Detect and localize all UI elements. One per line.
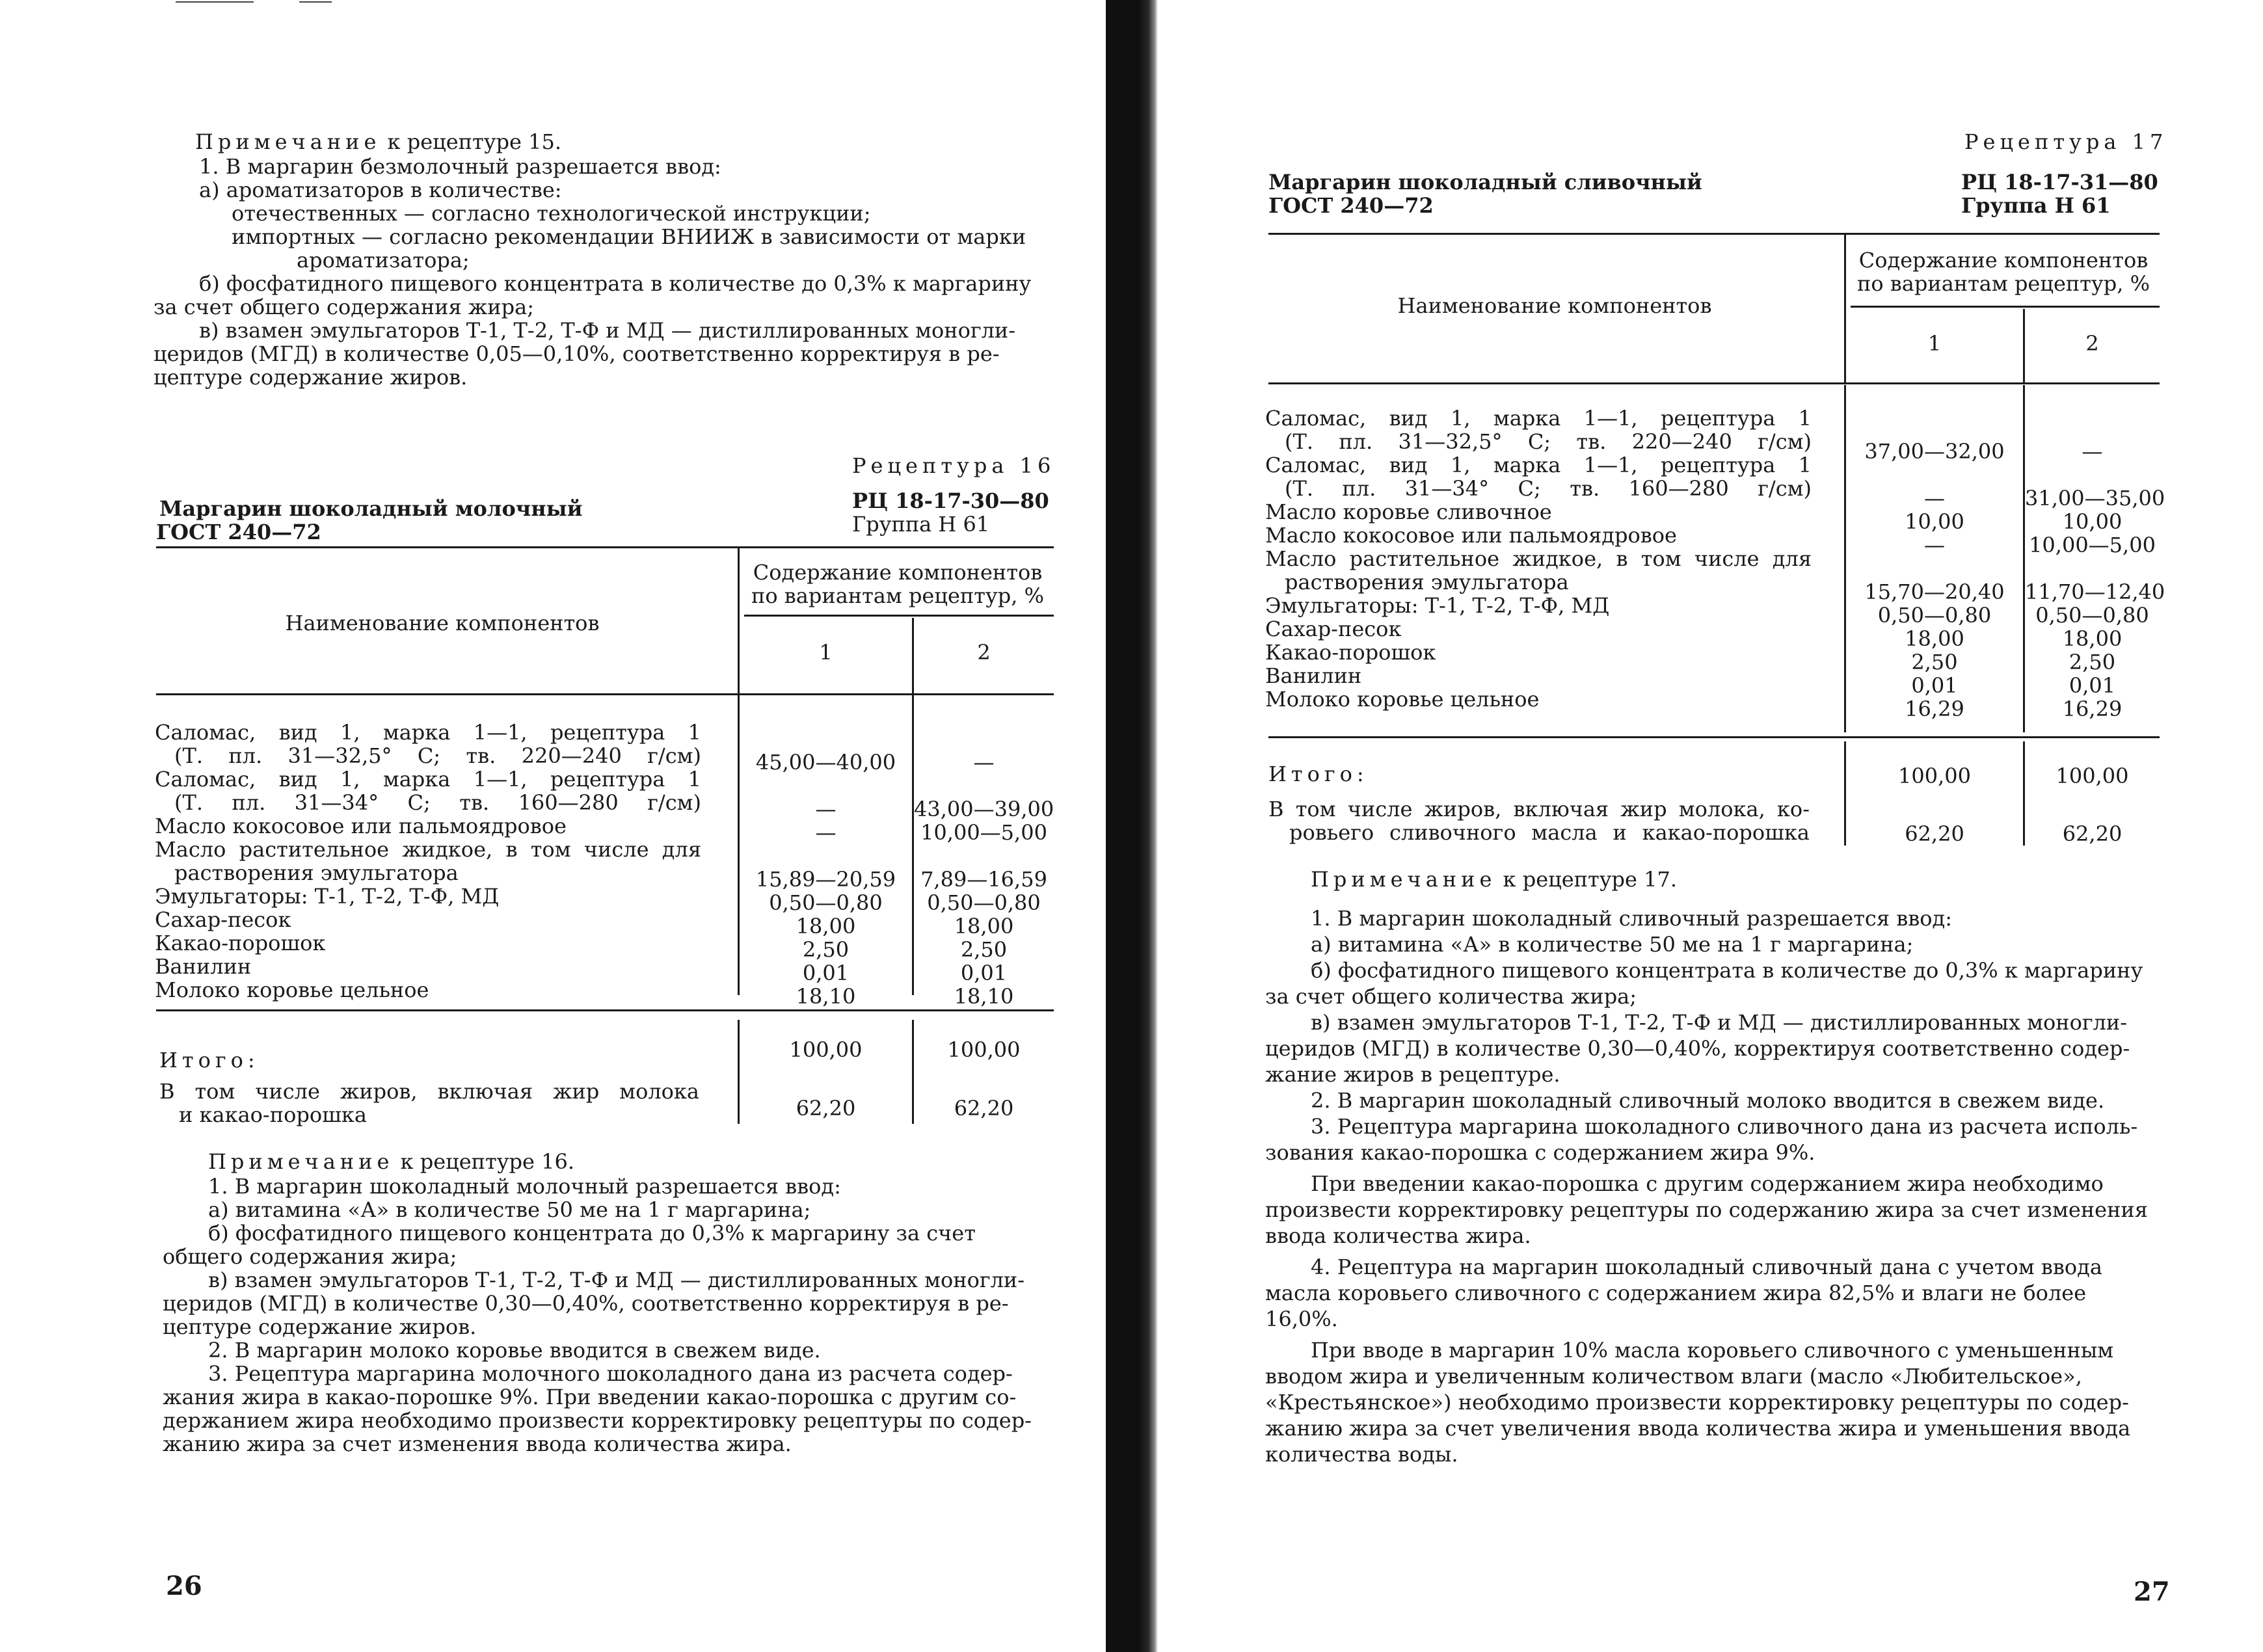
- value-cell: 43,00—39,00: [914, 797, 1054, 821]
- table-rule: [1268, 736, 2160, 738]
- note16-line: церидов (МГД) в количестве 0,30—0,40%, соответственно корректируя в ре-: [163, 1291, 1009, 1316]
- value-cell: 45,00—40,00: [755, 750, 896, 775]
- note16-line: а) витамина «А» в количестве 50 ме на 1 г маргарина;: [208, 1197, 811, 1222]
- component-name: Саломас, вид 1, марка 1—1, рецептура 1: [1265, 453, 1812, 477]
- note17-line: произвести корректировку рецептуры по содержанию жира за счет изменения: [1265, 1197, 2148, 1222]
- note17-line: в) взамен эмульгаторов Т-1, Т-2, Т-Ф и МД — дистиллированных моногли-: [1311, 1010, 2128, 1035]
- note15-line: ароматизатора;: [297, 248, 470, 273]
- value-cell: 18,00: [1905, 626, 1964, 651]
- table17-names: [1265, 406, 1812, 711]
- table-rule: [744, 615, 1054, 617]
- total-v1: 100,00: [1898, 764, 1971, 788]
- value-cell: [740, 844, 912, 868]
- component-name: Саломас, вид 1, марка 1—1, рецептура 1: [155, 767, 701, 792]
- note17-line: за счет общего количества жира;: [1265, 984, 1637, 1009]
- note16-body: [163, 1175, 1060, 1456]
- note16-line: в) взамен эмульгаторов Т-1, Т-2, Т-Ф и МД — дистиллированных моногли-: [208, 1268, 1025, 1292]
- total-v1: 100,00: [789, 1037, 863, 1062]
- value-cell: [740, 727, 912, 751]
- note15-line: в) взамен эмульгаторов Т-1, Т-2, Т-Ф и МД — дистиллированных моногли-: [199, 318, 1016, 343]
- component-name: Молоко коровье цельное: [155, 978, 429, 1002]
- value-cell: —: [1924, 533, 1945, 557]
- note17-line: церидов (МГД) в количестве 0,30—0,40%, корректируя соответственно содер-: [1265, 1036, 2130, 1061]
- variant-2-header: 2: [977, 640, 991, 665]
- table17-variant2-values: [2025, 416, 2165, 721]
- note15-line: 1. В маргарин безмолочный разрешается ввод:: [199, 154, 721, 179]
- note16-title: Примечание к рецептуре 16.: [208, 1149, 574, 1174]
- value-cell: —: [973, 750, 995, 775]
- fat-v2: 62,20: [2062, 821, 2122, 846]
- component-name: Сахар-песок: [1265, 617, 1402, 641]
- table17-variant1-values: [1846, 416, 2023, 721]
- fat-label: ровьего сливочного масла и какао-порошка: [1289, 820, 1810, 845]
- component-name: Ванилин: [1265, 663, 1362, 688]
- value-cell: [2025, 557, 2160, 580]
- note17-line: 2. В маргарин шоколадный сливочный молоко вводится в свежем виде.: [1311, 1088, 2105, 1113]
- value-cell: 10,00: [2062, 509, 2122, 534]
- variant-1-header: 1: [819, 640, 833, 665]
- value-cell: 2,50: [1911, 650, 1958, 674]
- total-v2: 100,00: [947, 1037, 1021, 1062]
- value-cell: 18,00: [2062, 626, 2122, 651]
- value-cell: 37,00—32,00: [1864, 439, 2005, 464]
- component-name: Масло кокосовое или пальмоядровое: [155, 814, 567, 838]
- value-cell: 0,01: [1911, 673, 1958, 698]
- note17-line: жание жиров в рецептуре.: [1265, 1062, 1560, 1087]
- note16-line: 2. В маргарин молоко коровье вводится в свежем виде.: [208, 1338, 821, 1363]
- page-number: 27: [2134, 1577, 2170, 1607]
- note17-line: 1. В маргарин шоколадный сливочный разрешается ввод:: [1311, 906, 1952, 931]
- table-rule: [1268, 233, 2160, 235]
- total-label: Итого:: [1268, 762, 1369, 786]
- component-name: (Т. пл. 31—34° С; тв. 160—280 г/см): [1285, 476, 1812, 501]
- note16-line: держанием жира необходимо произвести корректировку рецептуры по содер-: [163, 1408, 1032, 1433]
- component-name: Саломас, вид 1, марка 1—1, рецептура 1: [1265, 406, 1812, 431]
- col-header-content: Содержание компонентов: [753, 560, 1043, 585]
- total-label: Итого:: [159, 1048, 260, 1072]
- note17-line: 16,0%.: [1265, 1307, 1338, 1331]
- variant-1-header: 1: [1927, 331, 1942, 356]
- value-cell: 2,50: [960, 937, 1008, 962]
- component-name: Какао-порошок: [1265, 640, 1436, 665]
- recipe16-gost: ГОСТ 240—72: [156, 520, 321, 544]
- col-header-name: Наименование компонентов: [1397, 293, 1712, 318]
- note16-line: общего содержания жира;: [163, 1244, 457, 1269]
- note17-line: ввода количества жира.: [1265, 1223, 1531, 1248]
- recipe17-group: Группа Н 61: [1961, 193, 2111, 218]
- note15-line: цептуре содержание жиров.: [154, 365, 468, 390]
- note17-line: 3. Рецептура маргарина шоколадного сливочного дана из расчета исполь-: [1311, 1114, 2138, 1139]
- value-cell: —: [815, 820, 837, 845]
- note17-body: [1265, 905, 2163, 1467]
- value-cell: 0,01: [960, 961, 1008, 985]
- note16-line: 1. В маргарин шоколадный молочный разрешается ввод:: [208, 1174, 841, 1199]
- component-name: (Т. пл. 31—32,5° С; тв. 220—240 г/см): [1285, 429, 1812, 454]
- value-cell: —: [815, 797, 837, 821]
- page-number: 26: [166, 1571, 202, 1601]
- component-name: (Т. пл. 31—34° С; тв. 160—280 г/см): [174, 790, 701, 815]
- scan-mark: [299, 1, 332, 3]
- note16-line: жанию жира за счет изменения ввода количества жира.: [163, 1432, 792, 1456]
- note16-line: 3. Рецептура маргарина молочного шоколадного дана из расчета содер-: [208, 1361, 1013, 1386]
- recipe16-product: Маргарин шоколадный молочный: [159, 496, 583, 521]
- value-cell: —: [2082, 439, 2103, 464]
- note15-line: импортных — согласно рекомендации ВНИИЖ в зависимости от марки: [232, 224, 1026, 249]
- component-name: Масло растительное жидкое, в том числе для: [155, 837, 701, 862]
- value-cell: [914, 774, 1054, 797]
- value-cell: 31,00—35,00: [2025, 486, 2165, 511]
- value-cell: 11,70—12,40: [2025, 580, 2165, 604]
- value-cell: [1846, 416, 2023, 440]
- note15-title: Примечание к рецептуре 15.: [195, 129, 561, 154]
- col-header-name: Наименование компонентов: [285, 611, 600, 635]
- value-cell: 10,00: [1905, 509, 1964, 534]
- component-name: Масло кокосовое или пальмоядровое: [1265, 523, 1677, 548]
- note17-line: 4. Рецептура на маргарин шоколадный сливочный дана с учетом ввода: [1311, 1255, 2102, 1279]
- component-name: Масло коровье сливочное: [1265, 500, 1552, 524]
- note17-line: б) фосфатидного пищевого концентрата в количестве до 0,3% к маргарину: [1311, 958, 2143, 983]
- table-rule: [1268, 382, 2160, 384]
- col-header-content: по вариантам рецептур, %: [751, 583, 1044, 608]
- note17-line: При введении какао-порошка с другим содержанием жира необходимо: [1311, 1171, 2104, 1196]
- recipe17-gost: ГОСТ 240—72: [1268, 193, 1434, 218]
- scan-mark: [176, 1, 254, 3]
- value-cell: 15,70—20,40: [1864, 580, 2005, 604]
- value-cell: 10,00—5,00: [920, 820, 1047, 845]
- value-cell: [2025, 416, 2160, 440]
- value-cell: 0,50—0,80: [1877, 603, 1992, 628]
- value-cell: —: [1924, 486, 1945, 511]
- value-cell: [1846, 557, 2023, 580]
- value-cell: 0,50—0,80: [927, 890, 1041, 915]
- value-cell: 7,89—16,59: [920, 867, 1047, 892]
- note17-line: количества воды.: [1265, 1442, 1458, 1467]
- component-name: растворения эмульгатора: [174, 860, 459, 885]
- value-cell: 10,00—5,00: [2029, 533, 2156, 557]
- table16-variant1-values: [740, 727, 912, 1008]
- value-cell: 2,50: [2069, 650, 2116, 674]
- component-name: Эмульгаторы: Т-1, Т-2, Т-Ф, МД: [1265, 593, 1610, 618]
- component-name: Ванилин: [155, 954, 252, 979]
- fat-label: В том числе жиров, включая жир молока: [159, 1079, 699, 1104]
- value-cell: 16,29: [2062, 697, 2122, 721]
- recipe16-code: РЦ 18-17-30—80: [852, 488, 1049, 513]
- value-cell: 15,89—20,59: [755, 867, 896, 892]
- component-name: Масло растительное жидкое, в том числе для: [1265, 546, 1812, 571]
- fat-label: и какао-порошка: [179, 1102, 367, 1127]
- note17-line: При вводе в маргарин 10% масла коровьего сливочного с уменьшенным: [1311, 1338, 2114, 1363]
- table-rule: [1844, 235, 1846, 384]
- component-name: Саломас, вид 1, марка 1—1, рецептура 1: [155, 720, 701, 745]
- value-cell: 16,29: [1905, 697, 1964, 721]
- note15-line: а) ароматизаторов в количестве:: [199, 178, 562, 202]
- component-name: (Т. пл. 31—32,5° С; тв. 220—240 г/см): [174, 743, 701, 768]
- value-cell: 0,50—0,80: [769, 890, 883, 915]
- note17-line: жанию жира за счет увеличения ввода количества жира и уменьшения ввода: [1265, 1416, 2131, 1441]
- value-cell: 2,50: [802, 937, 850, 962]
- note17-line: а) витамина «А» в количестве 50 ме на 1 г маргарина;: [1311, 932, 1914, 957]
- value-cell: [740, 774, 912, 797]
- note17-title: Примечание к рецептуре 17.: [1311, 867, 1677, 892]
- table-rule: [156, 693, 1054, 695]
- col-header-content: по вариантам рецептур, %: [1857, 271, 2150, 296]
- value-cell: 18,00: [954, 914, 1014, 939]
- note17-line: масла коровьего сливочного с содержанием жира 82,5% и влаги не более: [1265, 1281, 2087, 1305]
- table-rule: [738, 548, 740, 704]
- recipe17-product: Маргарин шоколадный сливочный: [1268, 170, 1702, 194]
- fat-v2: 62,20: [954, 1096, 1014, 1121]
- recipe17-label: Рецептура 17: [1964, 129, 2168, 154]
- component-name: Какао-порошок: [155, 931, 326, 955]
- component-name: Эмульгаторы: Т-1, Т-2, Т-Ф, МД: [155, 884, 500, 909]
- value-cell: [914, 844, 1054, 868]
- value-cell: 0,01: [802, 961, 850, 985]
- value-cell: 0,01: [2069, 673, 2116, 698]
- note15-line: церидов (МГД) в количестве 0,05—0,10%, соответственно корректируя в ре-: [154, 341, 1000, 366]
- component-name: Молоко коровье цельное: [1265, 687, 1540, 712]
- note15-line: б) фосфатидного пищевого концентрата в количестве до 0,3% к маргарину: [199, 271, 1032, 296]
- table-rule: [1851, 306, 2160, 308]
- component-name: Сахар-песок: [155, 907, 291, 932]
- fat-v1: 62,20: [796, 1096, 856, 1121]
- note15-body: [154, 155, 1049, 389]
- recipe16-label: Рецептура 16: [852, 453, 1056, 478]
- table-rule: [156, 546, 1054, 548]
- value-cell: 18,10: [796, 984, 856, 1009]
- value-cell: 18,10: [954, 984, 1014, 1009]
- recipe16-group: Группа Н 61: [852, 512, 990, 537]
- table16-names: [155, 721, 701, 1002]
- value-cell: [1846, 463, 2023, 486]
- value-cell: 0,50—0,80: [2035, 603, 2149, 628]
- table16-variant2-values: [914, 727, 1054, 1008]
- right-page: [1132, 0, 2263, 1652]
- note17-line: «Крестьянское») необходимо произвести корректировку рецептуры по содер-: [1265, 1390, 2129, 1415]
- note15-line: отечественных — согласно технологической инструкции;: [232, 201, 871, 226]
- col-header-content: Содержание компонентов: [1858, 248, 2149, 273]
- value-cell: 18,00: [796, 914, 856, 939]
- fat-label: В том числе жиров, включая жир молока, ко-: [1268, 797, 1810, 821]
- note15-line: за счет общего содержания жира;: [154, 295, 534, 319]
- note16-line: жания жира в какао-порошке 9%. При введении какао-порошка с другим со-: [163, 1385, 1017, 1409]
- variant-2-header: 2: [2085, 331, 2099, 356]
- value-cell: [914, 727, 1054, 751]
- fat-v1: 62,20: [1905, 821, 1964, 846]
- table-rule: [156, 1009, 1054, 1011]
- total-v2: 100,00: [2055, 764, 2129, 788]
- recipe17-code: РЦ 18-17-31—80: [1961, 170, 2158, 194]
- note17-line: зования какао-порошка с содержанием жира 9%.: [1265, 1140, 1815, 1165]
- component-name: растворения эмульгатора: [1285, 570, 1569, 594]
- note16-line: б) фосфатидного пищевого концентрата до 0,3% к маргарину за счет: [208, 1221, 976, 1246]
- note17-line: вводом жира и увеличенным количеством влаги (масло «Любительское»,: [1265, 1364, 2082, 1389]
- note16-line: цептуре содержание жиров.: [163, 1314, 477, 1339]
- value-cell: [2025, 463, 2160, 486]
